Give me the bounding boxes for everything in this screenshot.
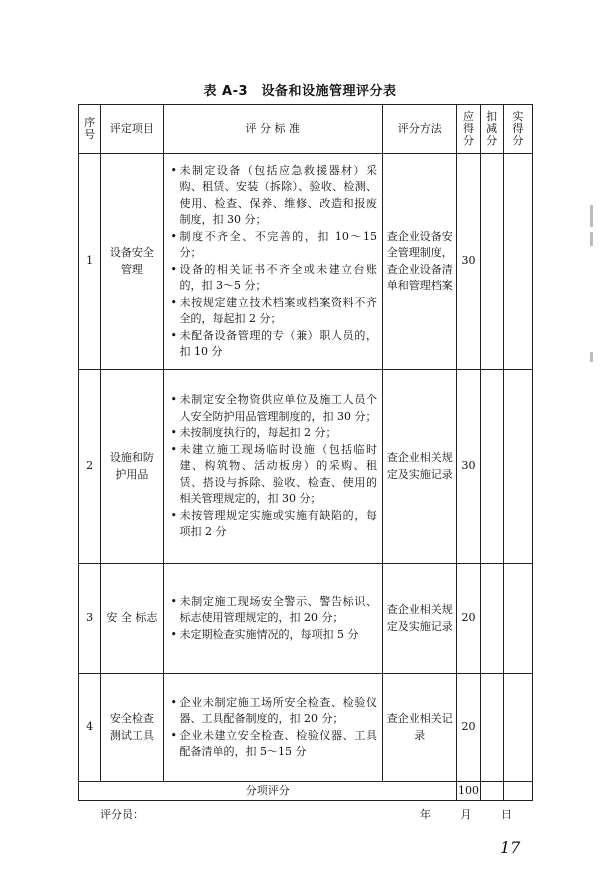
row-actual-score [503, 154, 532, 370]
row-standards [163, 674, 382, 782]
row-item: 设施和防护用品 [101, 370, 163, 564]
standard-item: • 未建立施工现场临时设施（包括临时建、构筑物、活动板房）的采购、租赁、搭设与拆除、验收、检查、使用的相关管理规定的，扣 30 分； [172, 442, 377, 508]
standard-item: • 未定期检查实施情况的，每项扣 5 分 [172, 627, 377, 644]
row-method: 查企业相关规定及实施记录 [382, 370, 456, 564]
row-item: 安全检查测试工具 [101, 674, 163, 782]
row-standards [163, 564, 382, 674]
standard-item: • 未制定安全物资供应单位及施工人员个人安全防护用品管理制度的，扣 30 分； [172, 392, 377, 425]
row-standards [163, 370, 382, 564]
date-label: 年 月 日 [420, 808, 512, 821]
table-row [79, 370, 533, 564]
row-item: 安 全 标志 [101, 564, 163, 674]
standard-item: • 企业未建立安全检查、检验仪器、工具配备清单的，扣 5～15 分 [172, 728, 377, 761]
standard-item: • 未配备设备管理的专（兼）职人员的，扣 10 分 [172, 328, 377, 361]
row-deduct-score [480, 564, 503, 674]
table-title: 表 A-3 设备和设施管理评分表 [203, 84, 397, 99]
header-item: 评定项目 [101, 105, 163, 154]
row-method: 查企业设备安全管理制度，查企业设备清单和管理档案 [382, 154, 456, 370]
header-seq: 序号 [79, 105, 101, 154]
scan-edge-mark [590, 352, 593, 362]
page-number: 17 [500, 838, 521, 857]
standard-item: • 未制定设备（包括应急救援器材）采购、租赁、安装（拆除）、验收、检测、使用、检查、保养、维修、改造和报废制度，扣 30 分； [172, 163, 377, 229]
header-row [79, 105, 533, 154]
scan-edge-mark [590, 232, 593, 246]
total-label: 分项评分 [79, 782, 457, 801]
row-seq: 2 [79, 370, 101, 564]
row-deduct-score [480, 674, 503, 782]
header-actual-score: 实得分 [503, 105, 532, 154]
row-deduct-score [480, 154, 503, 370]
total-actual [503, 782, 532, 801]
standard-item: • 未按制度执行的，每起扣 2 分； [172, 425, 377, 442]
header-method: 评分方法 [382, 105, 456, 154]
standard-item: • 未按规定建立技术档案或档案资料不齐全的，每起扣 2 分； [172, 295, 377, 328]
row-seq: 4 [79, 674, 101, 782]
row-actual-score [503, 564, 532, 674]
row-standards [163, 154, 382, 370]
row-deduct-score [480, 370, 503, 564]
rater-label: 评分员： [100, 808, 144, 821]
header-should-score: 应得分 [457, 105, 480, 154]
scoring-table [78, 104, 533, 801]
standard-item: • 企业未制定施工场所安全检查、检验仪器、工具配备制度的，扣 20 分； [172, 695, 377, 728]
row-method: 查企业相关规定及实施记录 [382, 564, 456, 674]
scan-edge-mark [590, 205, 593, 227]
table-row [79, 674, 533, 782]
standard-item: • 未制定施工现场安全警示、警告标识、标志使用管理规定的，扣 20 分； [172, 594, 377, 627]
total-deduct [480, 782, 503, 801]
row-should-score: 30 [457, 370, 480, 564]
standard-item: • 设备的相关证书不齐全或未建立台账的，扣 3～5 分； [172, 262, 377, 295]
row-actual-score [503, 370, 532, 564]
row-item: 设备安全管理 [101, 154, 163, 370]
table-row [79, 154, 533, 370]
row-should-score: 30 [457, 154, 480, 370]
row-actual-score [503, 674, 532, 782]
row-should-score: 20 [457, 564, 480, 674]
header-standard: 评 分 标 准 [163, 105, 382, 154]
total-score: 100 [457, 782, 480, 801]
standard-item: • 未按管理规定实施或实施有缺陷的，每项扣 2 分 [172, 508, 377, 541]
table-row [79, 564, 533, 674]
row-seq: 1 [79, 154, 101, 370]
row-should-score: 20 [457, 674, 480, 782]
total-row [79, 782, 533, 801]
row-seq: 3 [79, 564, 101, 674]
header-deduct-score: 扣减分 [480, 105, 503, 154]
row-method: 查企业相关记录 [382, 674, 456, 782]
standard-item: • 制度不齐全、不完善的，扣 10～15 分； [172, 229, 377, 262]
